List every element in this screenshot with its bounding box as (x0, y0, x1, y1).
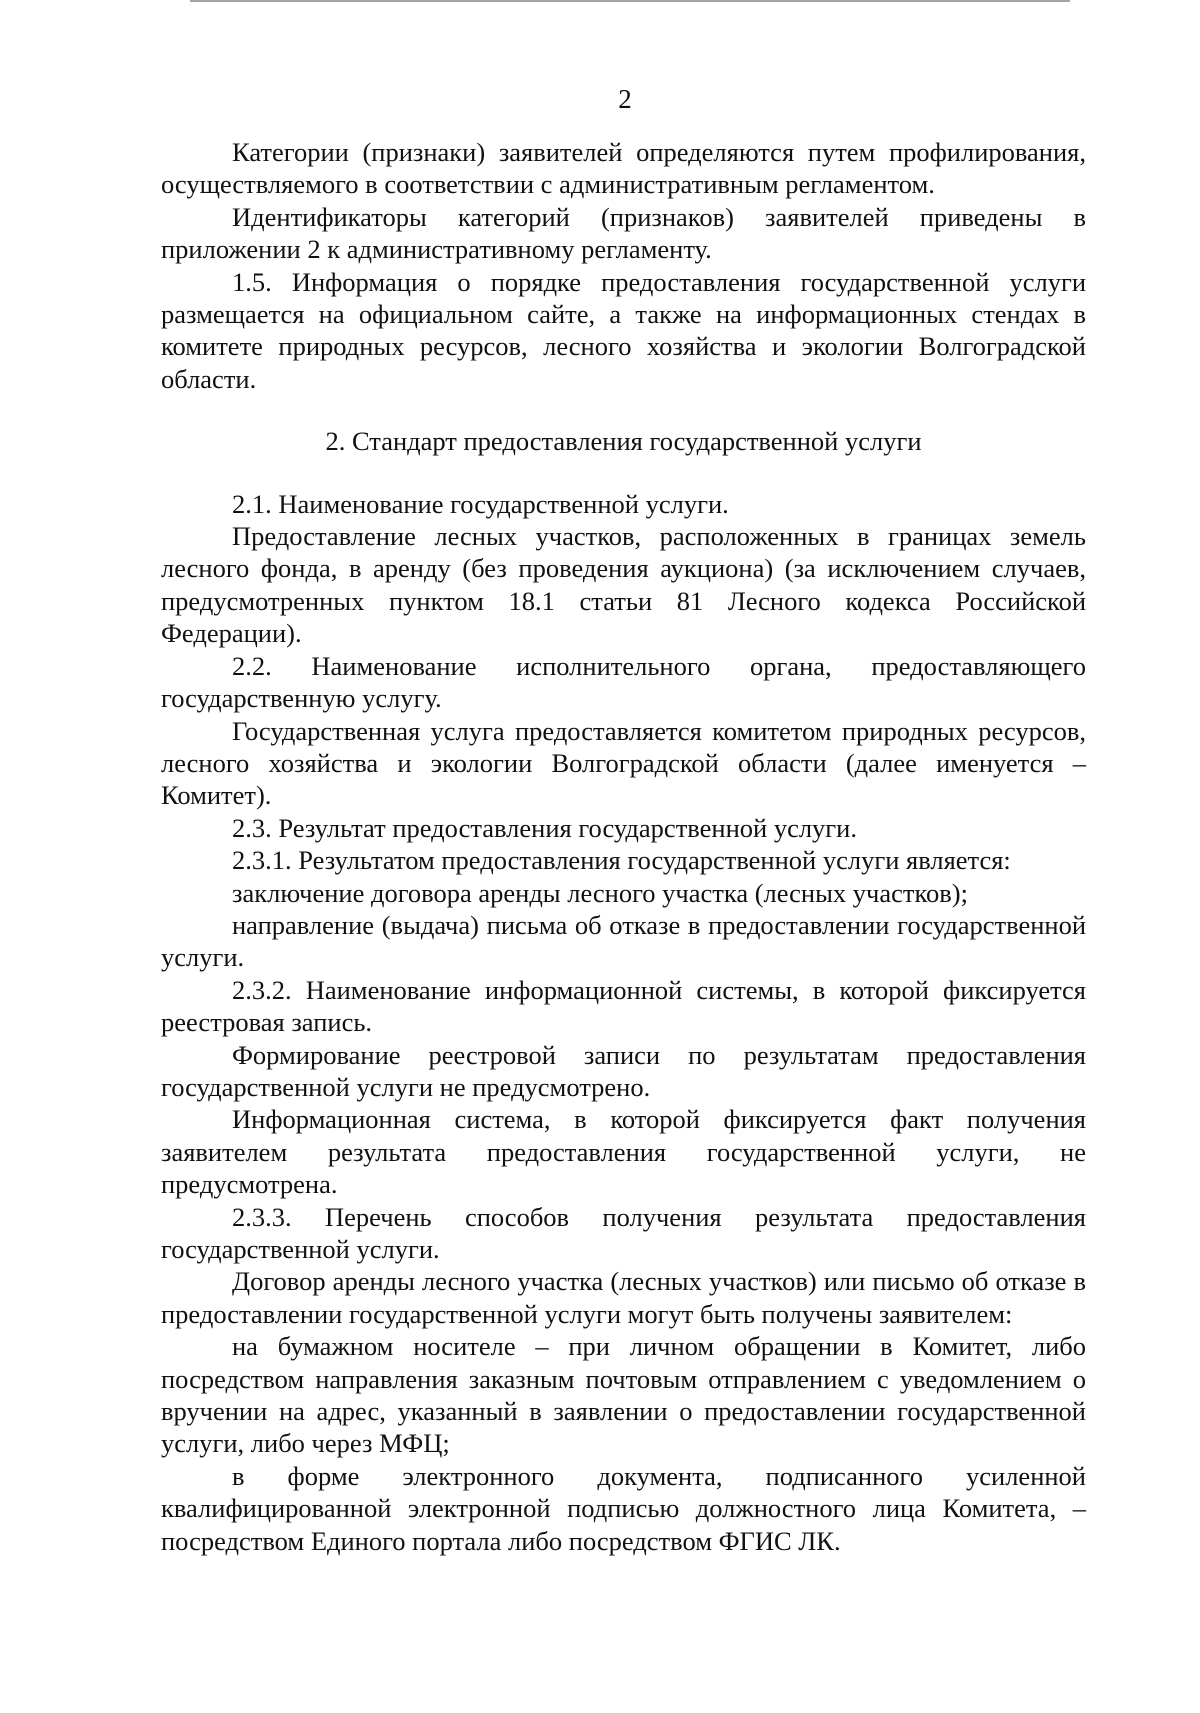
paragraph-1-5-information: 1.5. Информация о порядке предоставления государственной услуги размещается на официальном сайте, а также на информационных стендах в комитете природных ресурсов, лесного хозяйства и экологии Волгоградской области. (161, 266, 1086, 394)
paragraph-2-3-1: 2.3.1. Результатом предоставления государственной услуги является: (232, 845, 1011, 876)
paragraph-categories: Категории (признаки) заявителей определяются путем профилирования, осуществляемого в соответствии с административным регламентом. (161, 137, 1086, 200)
paragraph-identifiers: Идентификаторы категорий (признаков) заявителей приведены в приложении 2 к административному регламенту. (161, 201, 1086, 265)
paragraph-2-3-2-registry: Формирование реестровой записи по результатам предоставления государственной услуги не предусмотрено. (161, 1039, 1086, 1102)
scan-edge-line (190, 0, 1070, 2)
document-body (161, 136, 1086, 1557)
paragraph-2-1-body: Предоставление лесных участков, расположенных в границах земель лесного фонда, в аренду (без проведения аукциона) (за исключением случаев, предусмотренных пунктом 18.1 статьи 81 Лесного кодекса Российской Федерации). (161, 521, 1086, 649)
paragraph-2-3-1-item-contract: заключение договора аренды лесного участка (лесных участков); (232, 877, 968, 908)
paragraph-2-3-2-infosystem: Информационная система, в которой фиксируется факт получения заявителем результата предоставления государственной услуги, не предусмотрена. (161, 1104, 1086, 1200)
paragraph-2-3-2-title: 2.3.2. Наименование информационной системы, в которой фиксируется реестровая запись. (161, 974, 1086, 1038)
paragraph-2-1-title: 2.1. Наименование государственной услуги. (232, 488, 729, 519)
paragraph-2-3-3-electronic: в форме электронного документа, подписанного усиленной квалифицированной электронной подписью должностного лица Комитета, – посредством Единого портала либо посредством ФГИС ЛК. (161, 1460, 1086, 1556)
paragraph-2-3-title: 2.3. Результат предоставления государственной услуги. (232, 812, 857, 843)
paragraph-2-3-3-body: Договор аренды лесного участка (лесных участков) или письмо об отказе в предоставлении государственной услуги могут быть получены заявителем: (161, 1266, 1086, 1329)
paragraph-2-2-body: Государственная услуга предоставляется комитетом природных ресурсов, лесного хозяйства и экологии Волгоградской области (далее именуется – Комитет). (161, 715, 1086, 811)
page-number: 2 (618, 84, 632, 114)
paragraph-2-2-title: 2.2. Наименование исполнительного органа, предоставляющего государственную услугу. (161, 650, 1086, 714)
section-heading-2: 2. Стандарт предоставления государственной услуги (325, 426, 922, 457)
paragraph-2-3-1-item-refusal: направление (выдача) письма об отказе в предоставлении государственной услуги. (161, 909, 1086, 973)
paragraph-2-3-3-title: 2.3.3. Перечень способов получения результата предоставления государственной услуги. (161, 1201, 1086, 1264)
paragraph-2-3-3-paper: на бумажном носителе – при личном обращении в Комитет, либо посредством направления заказным почтовым отправлением с уведомлением о вручении на адрес, указанный в заявлении о предоставлении государственной услуги, либо через МФЦ; (161, 1331, 1086, 1459)
